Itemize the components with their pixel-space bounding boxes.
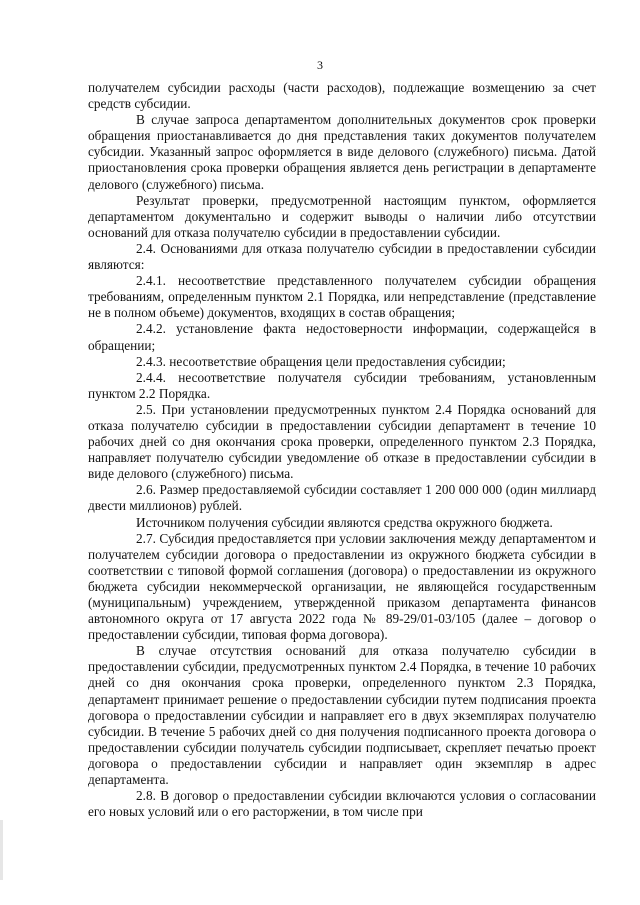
paragraph-2-8: 2.8. В договор о предоставлении субсидии включаются условия о согласовании его новых условий или о его расторжении, в том числе при <box>88 788 596 820</box>
paragraph-request-documents: В случае запроса департаментом дополнительных документов срок проверки обращения приостанавливается до дня представления таких документов получателем субсидии. Указанный запрос оформляется в виде делового (служебного) письма. Датой приостановления срока проверки обращения является день регистрации в департаменте делового (служебного) письма. <box>88 112 596 192</box>
paragraph-check-result: Результат проверки, предусмотренной настоящим пунктом, оформляется департаментом документально и содержит выводы о наличии либо отсутствии оснований для отказа получателю субсидии в предоставлении субсидии. <box>88 192 596 240</box>
paragraph-2-4-2: 2.4.2. установление факта недостоверности информации, содержащейся в обращении; <box>88 321 596 353</box>
document-body <box>88 80 596 820</box>
paragraph-2-4-1: 2.4.1. несоответствие представленного получателем субсидии обращения требованиям, определенным пунктом 2.1 Порядка, или непредставление (представление не в полном объеме) документов, входящих в состав обращения; <box>88 273 596 321</box>
paragraph-2-5: 2.5. При установлении предусмотренных пунктом 2.4 Порядка оснований для отказа получателю субсидии в предоставлении субсидии департамент в течение 10 рабочих дней со дня окончания срока проверки, определенного пунктом 2.3 Порядка, направляет получателю субсидии уведомление об отказе в предоставлении субсидии в виде делового (служебного) письма. <box>88 401 596 482</box>
paragraph-continuation: получателем субсидии расходы (части расходов), подлежащие возмещению за счет средств субсидии. <box>88 80 596 112</box>
paragraph-2-6: 2.6. Размер предоставляемой субсидии составляет 1 200 000 000 (один миллиард двести миллионов) рублей. <box>88 482 596 514</box>
paragraph-2-4-3: 2.4.3. несоответствие обращения цели предоставления субсидии; <box>136 353 506 369</box>
paragraph-funding-source: Источником получения субсидии являются средства окружного бюджета. <box>136 514 553 530</box>
paragraph-2-4: 2.4. Основаниями для отказа получателю субсидии в предоставлении субсидии являются: <box>88 240 596 273</box>
paragraph-2-4-4: 2.4.4. несоответствие получателя субсидии требованиям, установленным пунктом 2.2 Порядка. <box>88 369 596 401</box>
scan-edge-mark <box>0 820 3 880</box>
paragraph-no-refusal-grounds: В случае отсутствия оснований для отказа получателю субсидии в предоставлении субсидии, предусмотренных пунктом 2.4 Порядка, в течение 10 рабочих дней со дня окончания срока проверки, определенного пунктом 2.3 Порядка, департамент принимает решение о предоставлении субсидии путем подписания проекта договора о предоставлении субсидии и направляет его в двух экземплярах получателю субсидии. В течение 5 рабочих дней со дня получения подписанного проекта договора о предоставлении субсидии получатель субсидии подписывает, скрепляет печатью проект договора о предоставлении субсидии и направляет один экземпляр в адрес департамента. <box>88 643 596 788</box>
paragraph-2-7: 2.7. Субсидия предоставляется при условии заключения между департаментом и получателем субсидии договора о предоставлении из окружного бюджета субсидии в соответствии с типовой формой соглашения (договора) о предоставлении из окружного бюджета субсидии некоммерческой организации, не являющейся государственным (муниципальным) учреждением, утвержденной приказом департамента финансов автономного округа от 17 августа 2022 года № 89-29/01-03/105 (далее – договор о предоставлении субсидии, типовая форма договора). <box>88 530 596 643</box>
page-number: 3 <box>317 58 323 72</box>
